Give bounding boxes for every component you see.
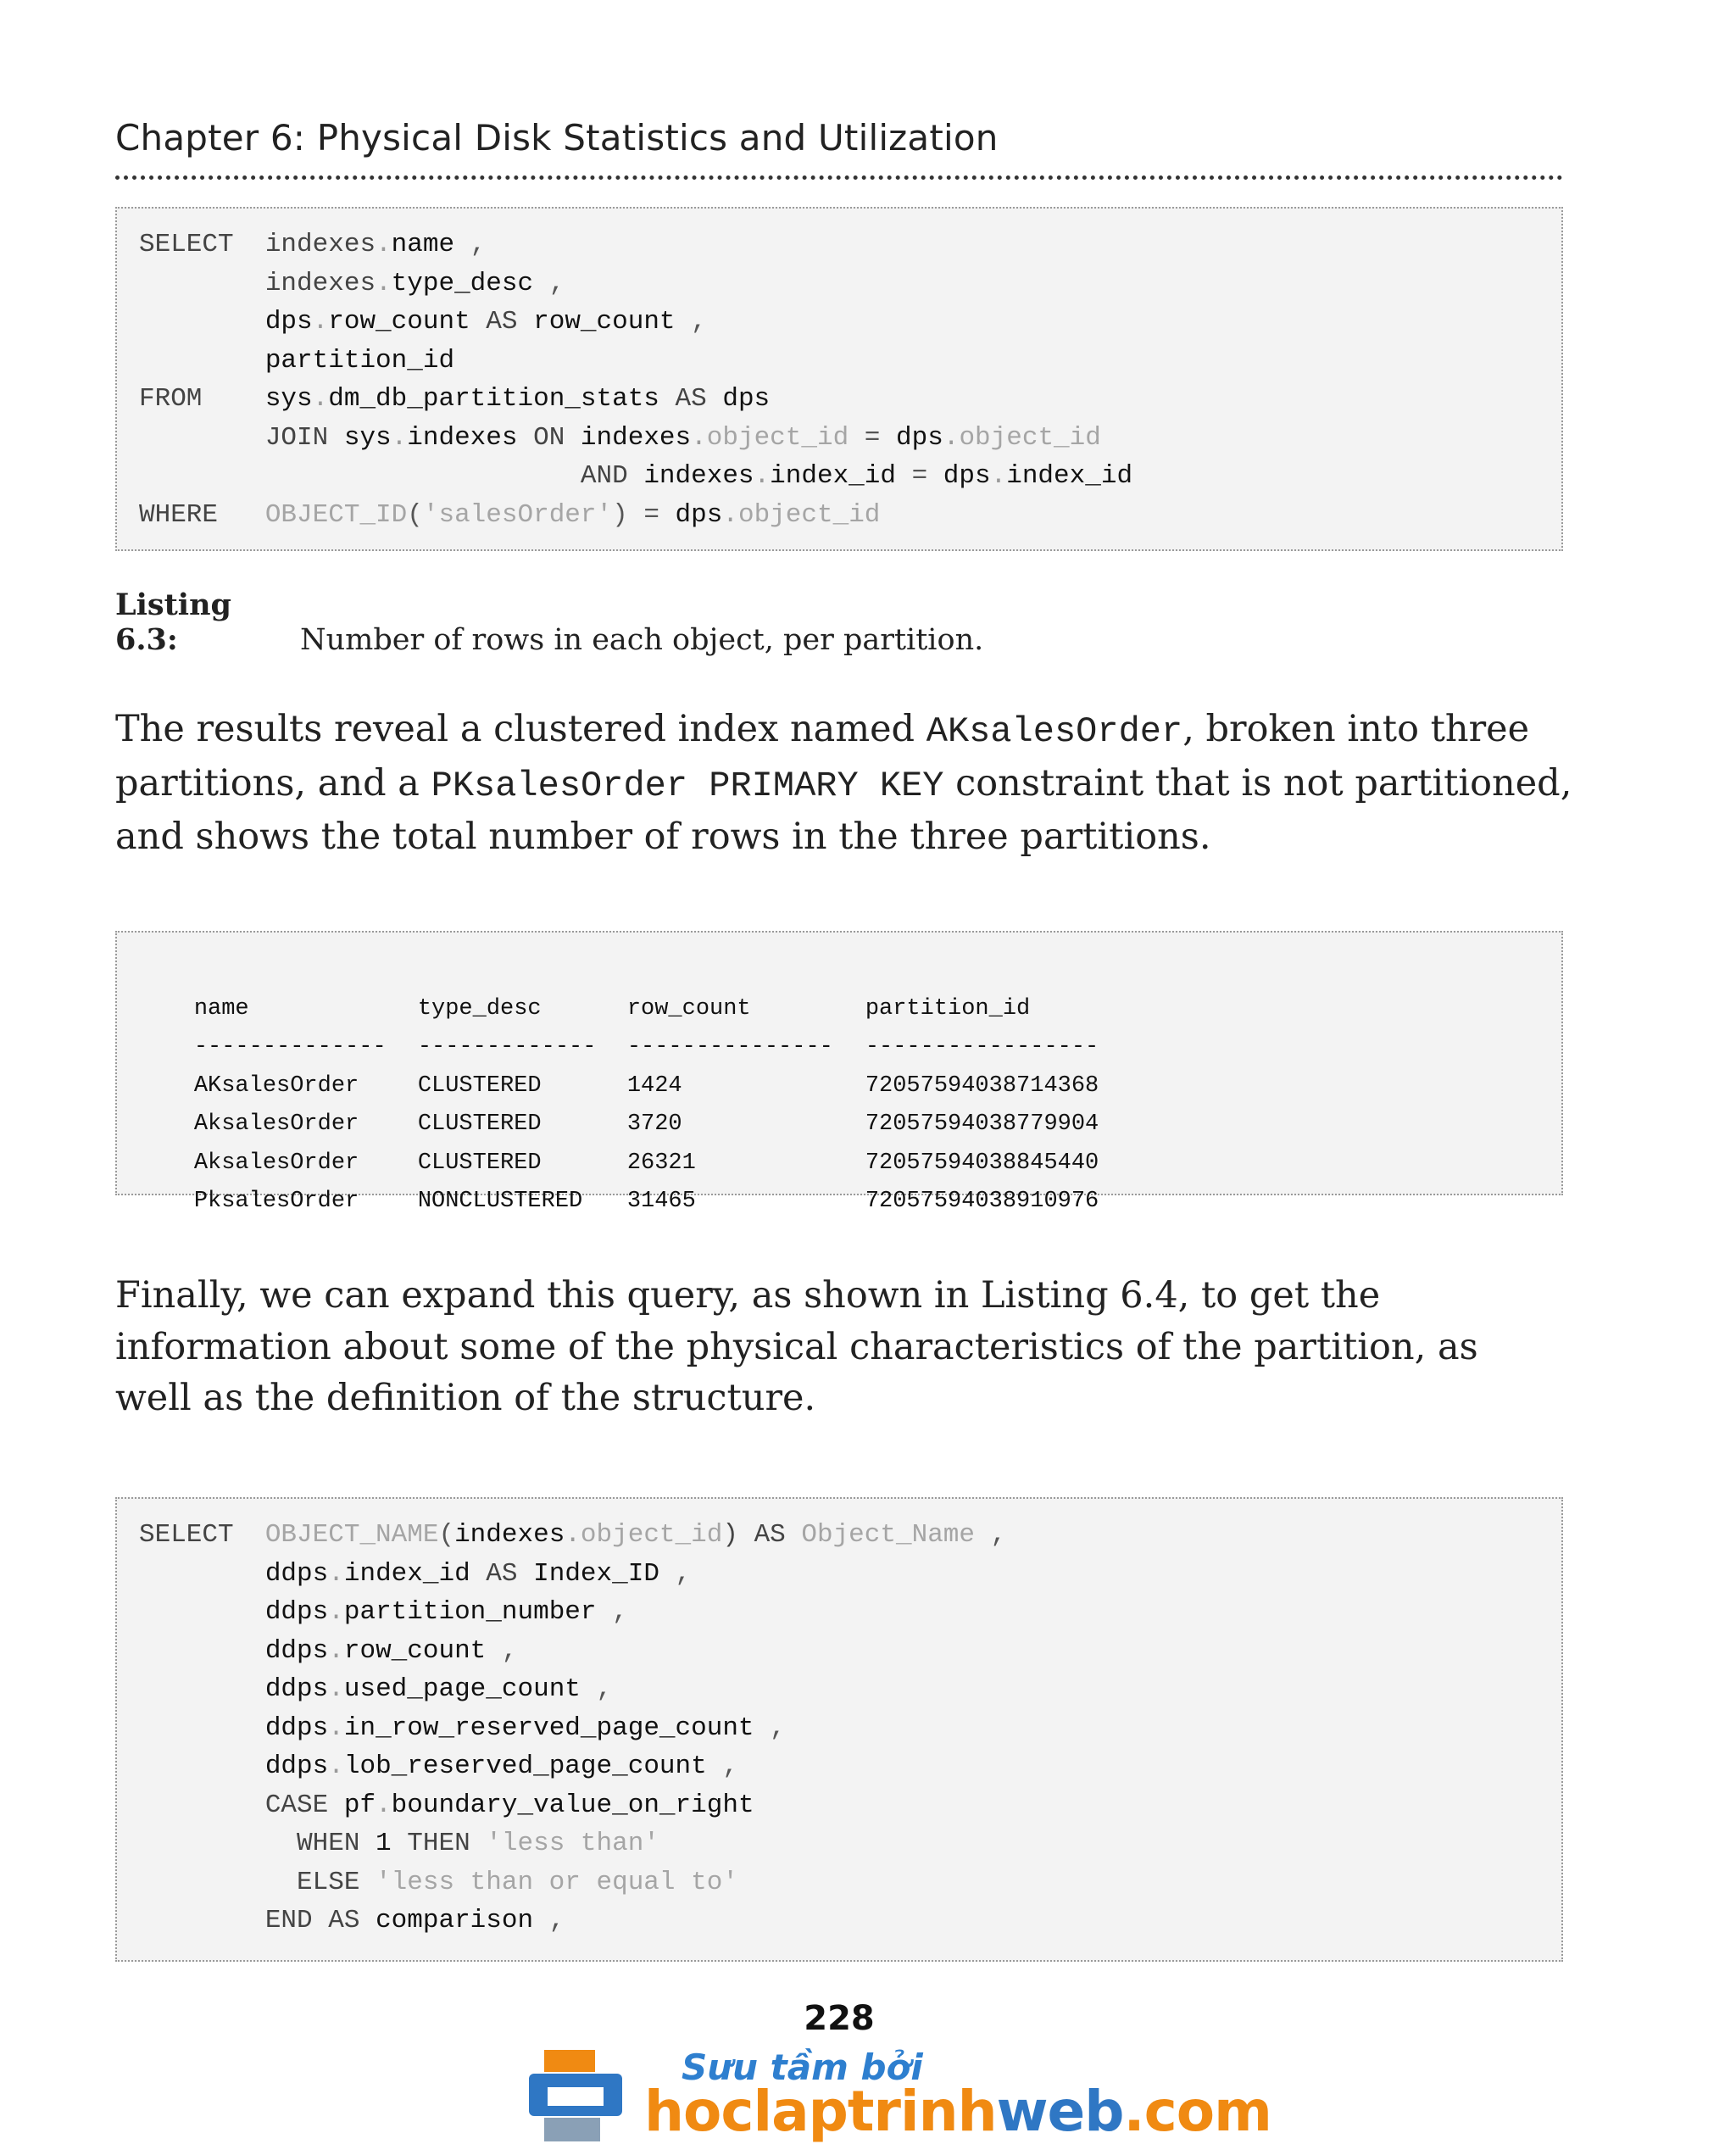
code-listing-6-3 xyxy=(115,207,1563,551)
cell-row-count: 1424 xyxy=(626,1072,682,1099)
code-token: row_count xyxy=(343,1635,487,1666)
code-token xyxy=(139,1713,265,1743)
code-token: END AS xyxy=(264,1906,376,1935)
code-token: . xyxy=(328,1712,344,1743)
code-token xyxy=(139,1597,265,1627)
separator: --------------- xyxy=(626,1034,833,1060)
code-token: . xyxy=(328,1558,344,1589)
paragraph-text: , broken into three partitions, and a xyxy=(115,708,1530,805)
code-token: row_count xyxy=(533,307,676,337)
code-token: AS xyxy=(470,307,534,337)
code-token: object_id xyxy=(580,1520,723,1550)
code-token: AS xyxy=(470,1558,534,1589)
column-header: partition_id xyxy=(865,995,1031,1022)
code-token: OBJECT_ID xyxy=(264,499,408,530)
printer-logo-icon xyxy=(529,2050,622,2141)
code-token: . xyxy=(722,499,738,530)
code-token: JOIN xyxy=(264,422,344,453)
watermark-subtitle: Sưu tầm bởi xyxy=(682,2047,923,2088)
code-line xyxy=(139,1593,1539,1632)
code-token: indexes xyxy=(264,230,376,259)
code-token: . xyxy=(376,230,392,259)
cell-type-desc: CLUSTERED xyxy=(417,1150,542,1176)
separator: ------------- xyxy=(417,1034,597,1060)
cell-partition-id: 72057594038714368 xyxy=(865,1072,1099,1099)
cell-partition-id: 72057594038845440 xyxy=(865,1150,1099,1176)
code-token: 'less than or equal to' xyxy=(376,1867,738,1897)
code-token: AS xyxy=(659,384,723,414)
code-token: . xyxy=(312,307,329,337)
code-token: . xyxy=(376,1790,392,1820)
column-header: name xyxy=(193,995,249,1022)
code-line xyxy=(139,1516,1539,1555)
code-token: ddps xyxy=(264,1674,329,1704)
column-header: type_desc xyxy=(417,995,542,1022)
code-token: . xyxy=(328,1635,344,1666)
code-token: , xyxy=(533,268,565,298)
code-token: dps xyxy=(896,422,943,453)
code-token: ( xyxy=(407,499,423,530)
code-token: . xyxy=(328,1751,344,1781)
code-token: , xyxy=(454,230,487,259)
code-token: ddps xyxy=(264,1712,329,1743)
code-token xyxy=(139,1868,297,1897)
code-token: indexes xyxy=(264,268,376,298)
code-line xyxy=(139,1863,1539,1902)
code-token xyxy=(139,423,265,453)
code-line xyxy=(139,303,1539,342)
code-token xyxy=(139,1636,265,1666)
code-line xyxy=(139,1670,1539,1709)
code-token: object_id xyxy=(737,499,881,530)
code-token: sys xyxy=(343,422,392,453)
code-token: WHERE xyxy=(139,499,265,530)
code-token: comparison xyxy=(376,1906,534,1935)
cell-row-count: 31465 xyxy=(626,1189,696,1214)
code-token: = xyxy=(895,461,943,491)
code-line xyxy=(139,380,1539,419)
code-token: indexes xyxy=(454,1520,565,1550)
cell-type-desc: CLUSTERED xyxy=(417,1072,542,1099)
watermark-site-c: .com xyxy=(1123,2079,1271,2144)
separator: -------------- xyxy=(193,1034,387,1060)
code-token: . xyxy=(312,384,329,414)
code-token: ELSE xyxy=(297,1867,376,1897)
code-token: index_id xyxy=(770,461,896,491)
code-token xyxy=(139,1751,265,1781)
code-token: partition_number xyxy=(343,1597,597,1627)
code-line xyxy=(139,1747,1539,1786)
code-line xyxy=(139,1824,1539,1863)
code-token: indexes xyxy=(580,422,692,453)
code-token: 1 xyxy=(376,1829,392,1858)
code-token: THEN xyxy=(391,1829,487,1858)
code-token: . xyxy=(943,422,960,453)
code-token: ) AS xyxy=(722,1520,802,1550)
code-token: object_id xyxy=(959,422,1101,453)
code-token: ddps xyxy=(264,1597,329,1627)
header-divider xyxy=(115,175,1563,180)
code-token: name xyxy=(391,230,455,259)
code-token: , xyxy=(675,307,707,337)
code-token: ON xyxy=(517,422,581,453)
cell-type-desc: NONCLUSTERED xyxy=(417,1189,583,1214)
code-line xyxy=(139,342,1539,381)
code-token: dps xyxy=(722,384,771,414)
code-token: indexes xyxy=(407,422,518,453)
cell-row-count: 3720 xyxy=(626,1111,682,1137)
code-token: index_id xyxy=(343,1558,470,1589)
code-token: . xyxy=(328,1597,344,1627)
code-token: pf xyxy=(343,1790,376,1820)
code-line xyxy=(139,457,1539,496)
paragraph-results xyxy=(115,704,1573,863)
code-token: AND xyxy=(580,461,644,491)
code-token: ) = xyxy=(612,499,676,530)
code-token: ddps xyxy=(264,1751,329,1781)
paragraph-text: constraint that is not partitioned, and shows the total number of rows in the three partitions. xyxy=(115,761,1572,858)
code-token xyxy=(139,1829,297,1858)
code-token: row_count xyxy=(328,307,470,337)
code-token: dm_db_partition_stats xyxy=(328,384,659,414)
code-line xyxy=(139,1902,1539,1941)
code-token: in_row_reserved_page_count xyxy=(343,1712,754,1743)
results-header-row xyxy=(139,951,1539,1022)
code-token: partition_id xyxy=(264,345,455,376)
listing-caption xyxy=(115,588,983,657)
watermark xyxy=(529,2041,1271,2144)
code-token: , xyxy=(754,1712,786,1743)
code-line xyxy=(139,1555,1539,1594)
code-token: Index_ID xyxy=(533,1558,659,1589)
code-token: . xyxy=(691,422,707,453)
code-token: 'salesOrder' xyxy=(422,499,613,530)
caption-text: Number of rows in each object, per partition. xyxy=(300,623,984,657)
code-token xyxy=(139,1559,265,1589)
cell-type-desc: CLUSTERED xyxy=(417,1111,542,1137)
code-line xyxy=(139,1786,1539,1825)
code-token xyxy=(139,461,581,491)
code-token: dps xyxy=(943,461,991,491)
code-line xyxy=(139,496,1539,535)
code-token: indexes xyxy=(643,461,754,491)
code-token: 'less than' xyxy=(486,1829,659,1858)
code-token: , xyxy=(659,1558,692,1589)
code-token: ddps xyxy=(264,1635,329,1666)
code-token: , xyxy=(533,1906,565,1935)
code-token xyxy=(139,1790,265,1820)
cell-name: AksalesOrder xyxy=(193,1150,359,1176)
code-listing-6-4 xyxy=(115,1497,1563,1962)
page-number: 228 xyxy=(804,1999,875,2038)
code-token: FROM xyxy=(139,384,265,414)
code-token: type_desc xyxy=(391,268,534,298)
inline-code: AKsalesOrder xyxy=(926,711,1183,752)
code-token: OBJECT_NAME xyxy=(264,1520,439,1550)
paragraph-expand-query: Finally, we can expand this query, as shown in Listing 6.4, to get the information about some of the physical characteristics of the partition, as well as the definition of the structure. xyxy=(115,1274,1478,1419)
code-token: SELECT xyxy=(139,230,265,259)
column-header: row_count xyxy=(626,995,751,1022)
code-line xyxy=(139,419,1539,458)
code-token xyxy=(139,346,265,376)
code-token: , xyxy=(580,1674,613,1704)
code-token: , xyxy=(706,1751,738,1781)
cell-name: AKsalesOrder xyxy=(193,1072,359,1099)
cell-row-count: 26321 xyxy=(626,1150,696,1176)
watermark-site-a: hoclaptrinh xyxy=(644,2079,997,2144)
code-token: . xyxy=(391,422,408,453)
code-token: sys xyxy=(264,384,313,414)
separator: ----------------- xyxy=(865,1034,1099,1060)
code-token: . xyxy=(754,461,771,491)
code-token: dps xyxy=(675,499,723,530)
code-token xyxy=(139,1906,265,1935)
code-token: . xyxy=(328,1674,344,1704)
code-token: WHEN xyxy=(297,1829,376,1858)
code-token: = xyxy=(849,422,897,453)
inline-code: PKsalesOrder PRIMARY KEY xyxy=(431,765,944,806)
paragraph-text: The results reveal a clustered index named xyxy=(115,708,926,750)
cell-partition-id: 72057594038910976 xyxy=(865,1189,1099,1214)
code-token: ( xyxy=(438,1520,455,1550)
code-token: lob_reserved_page_count xyxy=(343,1751,707,1781)
code-line xyxy=(139,1709,1539,1748)
cell-name: PksalesOrder xyxy=(193,1189,359,1214)
code-token: . xyxy=(990,461,1007,491)
code-token: Object_Name xyxy=(801,1520,976,1550)
code-token: index_id xyxy=(1006,461,1133,491)
code-line xyxy=(139,1632,1539,1671)
watermark-site-b: web xyxy=(996,2079,1124,2144)
code-line xyxy=(139,226,1539,265)
code-token: SELECT xyxy=(139,1520,265,1550)
query-results xyxy=(115,931,1563,1214)
cell-partition-id: 72057594038779904 xyxy=(865,1111,1099,1137)
code-token: CASE xyxy=(264,1790,344,1820)
code-token xyxy=(139,1674,265,1704)
code-token: dps xyxy=(264,307,313,337)
code-token: . xyxy=(565,1520,581,1550)
caption-label: Listing 6.3: xyxy=(115,588,231,657)
watermark-site xyxy=(644,2079,1271,2144)
code-token: ddps xyxy=(264,1558,329,1589)
cell-name: AksalesOrder xyxy=(193,1111,359,1137)
code-token xyxy=(139,307,265,337)
code-token: , xyxy=(975,1520,1007,1550)
code-token: , xyxy=(486,1635,518,1666)
chapter-title: Chapter 6: Physical Disk Statistics and Utilization xyxy=(115,117,999,159)
code-token xyxy=(139,269,265,298)
code-line xyxy=(139,265,1539,304)
code-token: , xyxy=(596,1597,628,1627)
code-token: . xyxy=(376,268,392,298)
code-token: object_id xyxy=(706,422,849,453)
code-token: used_page_count xyxy=(343,1674,581,1704)
code-token: boundary_value_on_right xyxy=(391,1790,754,1820)
